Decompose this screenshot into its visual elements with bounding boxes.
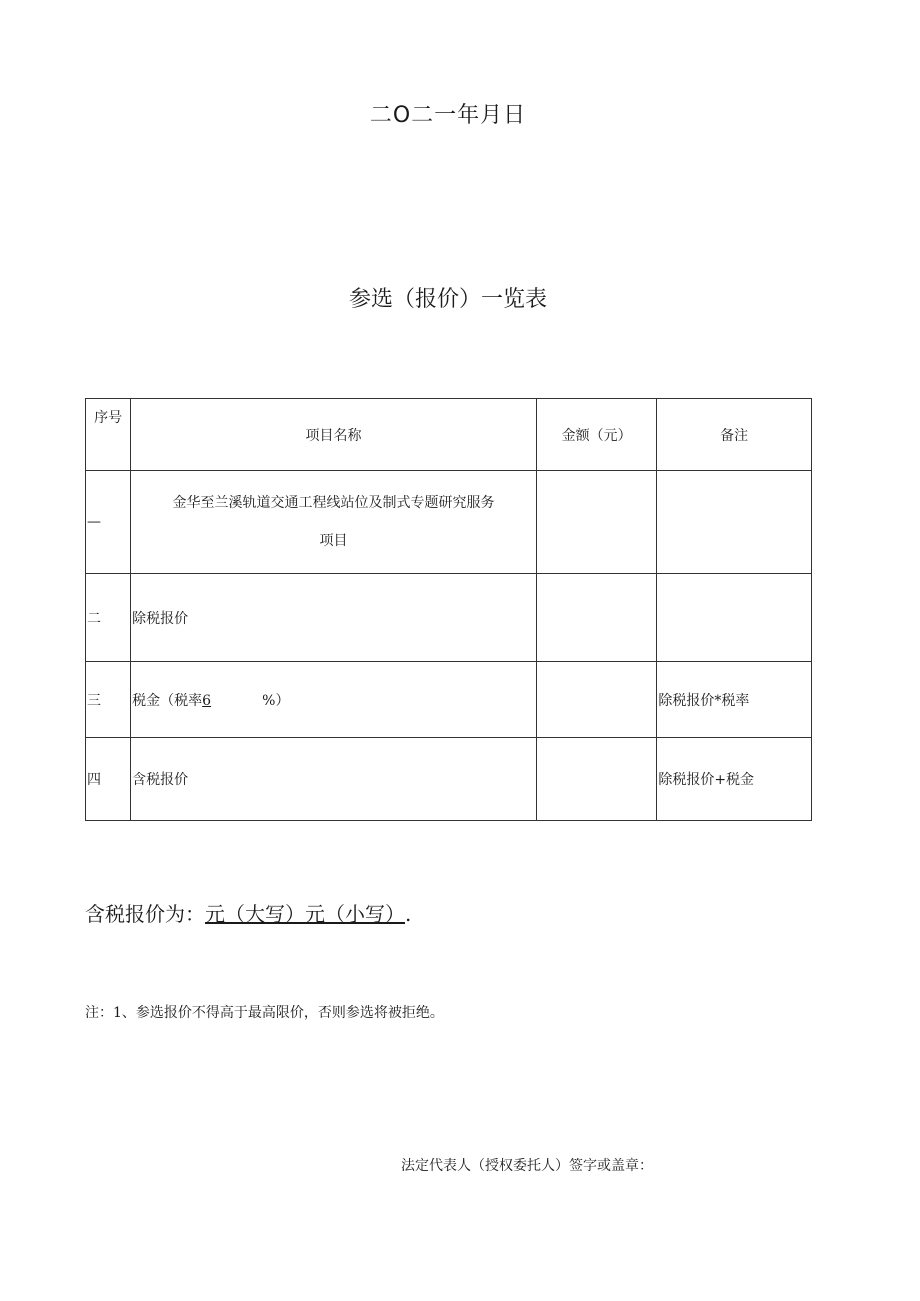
- tax-rate-value: 6: [202, 692, 212, 709]
- row-name-line1: 金华至兰溪轨道交通工程线站位及制式专题研究服务: [172, 495, 495, 511]
- row-remark: 除税报价*税率: [657, 662, 812, 738]
- table-row: [86, 662, 812, 738]
- footnote: 注：1、参选报价不得高于最高限价，否则参选将被拒绝。: [85, 1005, 444, 1021]
- summary-filled-value: 元（大写）元（小写）: [205, 902, 405, 926]
- row-name: 含税报价: [131, 738, 537, 821]
- row-seq: 三: [86, 662, 131, 738]
- date-line: 二O二一年月日: [369, 103, 527, 128]
- header-seq: 序号: [86, 399, 131, 471]
- table-row: [86, 471, 812, 574]
- table-row: [86, 574, 812, 662]
- row-name-line2: 项目: [319, 533, 348, 549]
- row-amount: [536, 738, 656, 821]
- header-name: 项目名称: [131, 399, 537, 471]
- row-amount: [536, 574, 656, 662]
- row-seq: 四: [86, 738, 131, 821]
- table-header-row: [86, 399, 812, 471]
- header-amount: 金额（元）: [536, 399, 656, 471]
- row-remark: [657, 574, 812, 662]
- quote-table: [85, 398, 812, 821]
- signature-line: 法定代表人（授权委托人）签字或盖章：: [401, 1158, 653, 1174]
- table-row: [86, 738, 812, 821]
- row-name: [131, 662, 537, 738]
- tax-inclusive-summary: [85, 898, 411, 927]
- row-name: 除税报价: [131, 574, 537, 662]
- summary-end: .: [405, 902, 412, 926]
- row-remark: [657, 471, 812, 574]
- row-remark: 除税报价+税金: [657, 738, 812, 821]
- summary-label: 含税报价为：: [85, 902, 205, 926]
- row-name: [131, 471, 537, 574]
- rate-prefix: 税金（税率: [132, 692, 203, 709]
- row-amount: [536, 662, 656, 738]
- rate-suffix: %）: [262, 692, 290, 709]
- row-amount: [536, 471, 656, 574]
- header-remark: 备注: [657, 399, 812, 471]
- row-seq: —: [86, 471, 131, 574]
- page-title: 参选（报价）一览表: [348, 287, 547, 312]
- row-seq: 二: [86, 574, 131, 662]
